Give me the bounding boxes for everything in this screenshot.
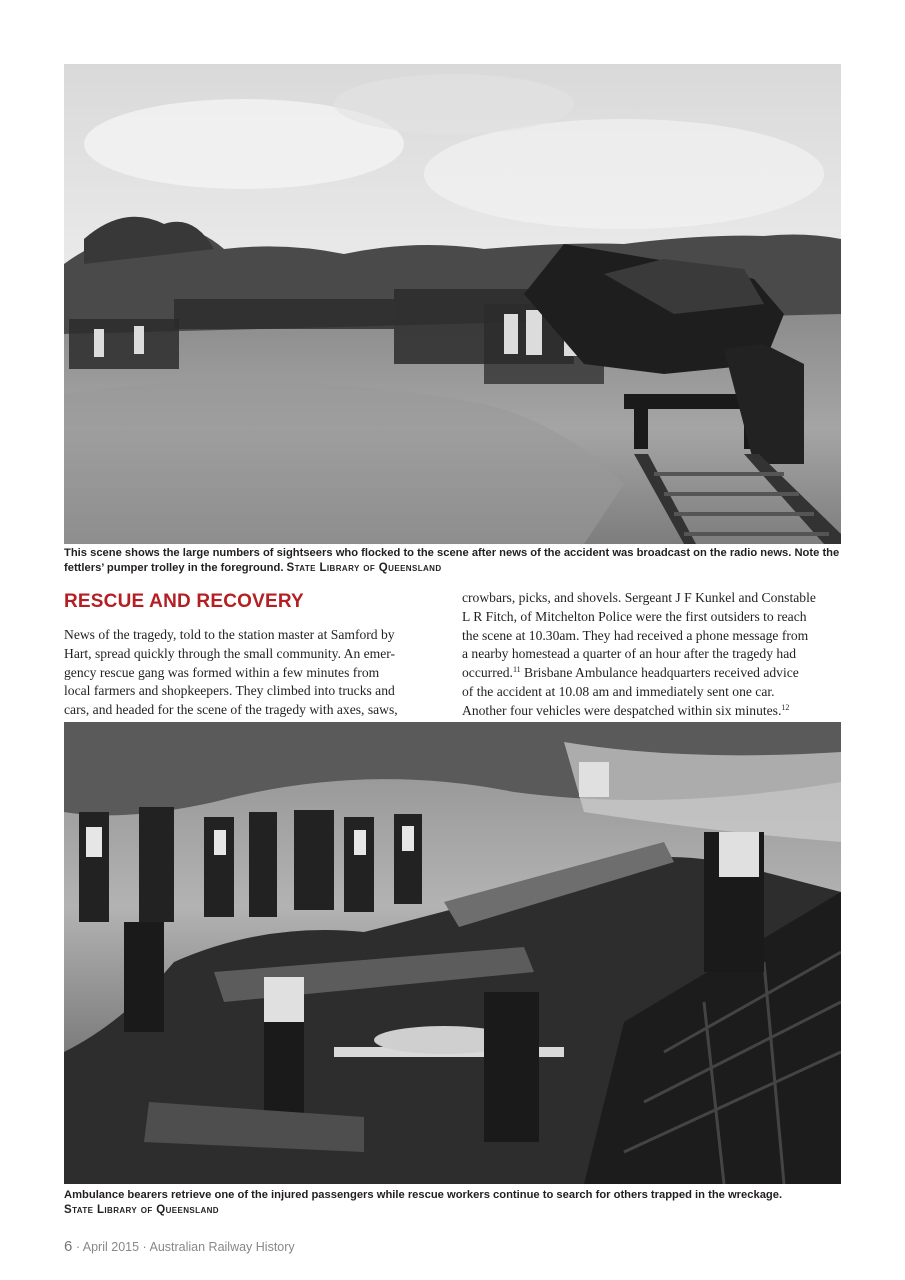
body-line: Hart, spread quickly through the small community. An emer- <box>64 645 396 661</box>
footnote-ref-11: 11 <box>512 665 521 675</box>
body-line: the scene at 10.30am. They had received a phone message from <box>462 627 809 643</box>
body-line <box>462 702 840 721</box>
body-line: crowbars, picks, and shovels. Sergeant J F Kunkel and Constable <box>462 590 816 605</box>
section-heading: RESCUE AND RECOVERY <box>64 591 304 612</box>
body-line: a nearby homestead a quarter of an hour after the tragedy had <box>462 646 797 662</box>
body-line: gency rescue gang was formed within a few minutes from <box>64 664 380 680</box>
body-line: cars, and headed for the scene of the tragedy with axes, saws, <box>64 702 398 718</box>
photo1-credit: State Library of Queensland <box>286 562 442 574</box>
body-text: Another four vehicles were despatched within six minutes. <box>462 702 782 718</box>
body-column-2 <box>462 589 840 721</box>
page-number: 6 <box>64 1238 73 1255</box>
photo2-caption <box>64 1188 841 1218</box>
publication-name: Australian Railway History <box>149 1240 295 1254</box>
footer-separator: · <box>72 1240 83 1254</box>
body-text: Brisbane Ambulance headquarters received advice <box>520 665 799 681</box>
body-column-1 <box>64 626 440 720</box>
photo-ambulance-bearers <box>64 722 841 1184</box>
body-line: local farmers and shopkeepers. They climbed into trucks and <box>64 683 395 699</box>
body-text: occurred. <box>462 665 513 681</box>
photo2-credit: State Library of Queensland <box>64 1204 219 1216</box>
photo2-caption-text: Ambulance bearers retrieve one of the injured passengers while rescue workers continue to search for others trapped in the wreckage. <box>64 1189 783 1201</box>
photo1-caption <box>64 546 841 576</box>
body-line: News of the tragedy, told to the station master at Samford by <box>64 627 395 642</box>
footnote-ref-12: 12 <box>781 702 790 712</box>
photo1-caption-text: This scene shows the large numbers of sightseers who flocked to the scene after news of the accident was broadcast on the radio news. Note the fettlers’ pumper trolley in the foreground. <box>64 547 840 574</box>
photo-sightseers <box>64 64 841 544</box>
body-line <box>462 664 840 683</box>
page-footer <box>64 1238 295 1255</box>
body-line: of the accident at 10.08 am and immediately sent one car. <box>462 683 775 699</box>
footer-separator: · <box>139 1240 150 1254</box>
body-line: L R Fitch, of Mitchelton Police were the first outsiders to reach <box>462 608 807 624</box>
issue-date: April 2015 <box>82 1240 140 1254</box>
